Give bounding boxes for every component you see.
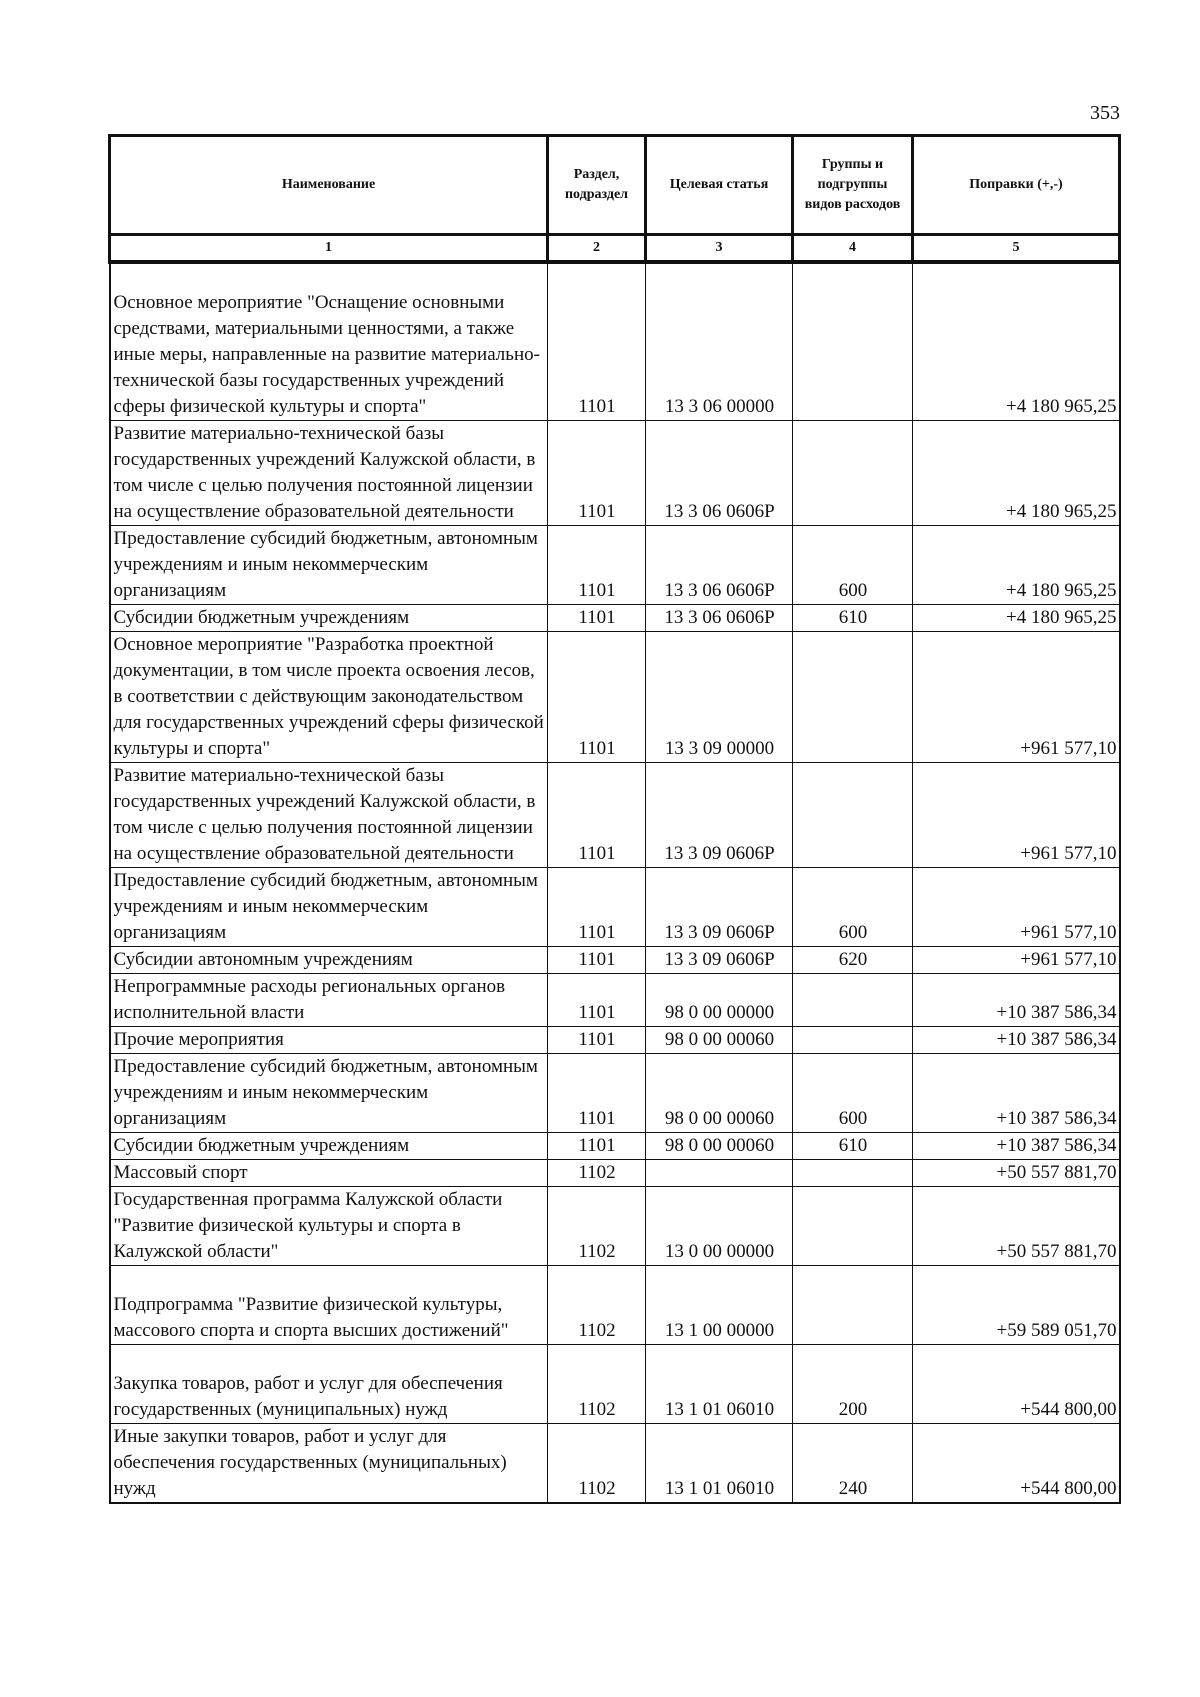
row-amount: +4 180 965,25 [913, 262, 1120, 421]
row-group: 600 [793, 1054, 913, 1133]
row-article: 13 3 06 0606Р [646, 526, 793, 605]
table-row [110, 1187, 1120, 1266]
row-name: Прочие мероприятия [110, 1027, 548, 1054]
column-number: 4 [793, 235, 913, 263]
row-group [793, 1160, 913, 1187]
row-name: Основное мероприятие "Разработка проектной документации, в том числе проекта освоения лесов, в соответствии с действующим законодательством для государственных учреждений сферы физической культуры и спорта" [110, 632, 548, 763]
row-section: 1101 [548, 421, 646, 526]
table-row [110, 605, 1120, 632]
row-article: 13 3 09 0606Р [646, 947, 793, 974]
row-section: 1101 [548, 947, 646, 974]
row-group [793, 1187, 913, 1266]
row-name: Закупка товаров, работ и услуг для обеспечения государственных (муниципальных) нужд [110, 1345, 548, 1424]
row-amount: +50 557 881,70 [913, 1187, 1120, 1266]
row-amount: +4 180 965,25 [913, 421, 1120, 526]
row-article: 13 3 06 0606Р [646, 605, 793, 632]
row-amount: +4 180 965,25 [913, 526, 1120, 605]
row-amount: +961 577,10 [913, 868, 1120, 947]
row-name: Развитие материально-технической базы государственных учреждений Калужской области, в том числе с целью получения постоянной лицензии на осуществление образовательной деятельности [110, 763, 548, 868]
header-group: Группы и подгруппы видов расходов [793, 136, 913, 235]
row-group: 240 [793, 1424, 913, 1504]
table-row [110, 763, 1120, 868]
header-row [110, 136, 1120, 235]
row-name: Основное мероприятие "Оснащение основными средствами, материальными ценностями, а также иные меры, направленные на развитие материально-технической базы государственных учреждений сферы физической культуры и спорта" [110, 262, 548, 421]
row-amount: +10 387 586,34 [913, 1054, 1120, 1133]
header-article: Целевая статья [646, 136, 793, 235]
column-number: 2 [548, 235, 646, 263]
table-row [110, 1160, 1120, 1187]
row-amount: +50 557 881,70 [913, 1160, 1120, 1187]
row-amount: +544 800,00 [913, 1424, 1120, 1504]
table-row [110, 974, 1120, 1027]
row-section: 1101 [548, 1133, 646, 1160]
table-row [110, 262, 1120, 421]
table-row [110, 1266, 1120, 1345]
row-group: 600 [793, 526, 913, 605]
table-row [110, 1054, 1120, 1133]
row-group: 610 [793, 1133, 913, 1160]
page-number: 353 [1090, 102, 1120, 124]
row-section: 1102 [548, 1187, 646, 1266]
row-name: Предоставление субсидий бюджетным, автономным учреждениям и иным некоммерческим организациям [110, 1054, 548, 1133]
row-name: Предоставление субсидий бюджетным, автономным учреждениям и иным некоммерческим организациям [110, 526, 548, 605]
column-number: 3 [646, 235, 793, 263]
row-section: 1102 [548, 1160, 646, 1187]
row-amount: +59 589 051,70 [913, 1266, 1120, 1345]
row-amount: +4 180 965,25 [913, 605, 1120, 632]
row-section: 1101 [548, 632, 646, 763]
row-amount: +544 800,00 [913, 1345, 1120, 1424]
row-article: 13 1 01 06010 [646, 1424, 793, 1504]
row-section: 1101 [548, 262, 646, 421]
row-section: 1102 [548, 1345, 646, 1424]
row-group: 610 [793, 605, 913, 632]
row-article: 13 3 09 0606Р [646, 763, 793, 868]
row-group: 200 [793, 1345, 913, 1424]
row-group [793, 763, 913, 868]
row-group: 600 [793, 868, 913, 947]
row-section: 1101 [548, 1054, 646, 1133]
header-section: Раздел, подраздел [548, 136, 646, 235]
row-amount: +961 577,10 [913, 632, 1120, 763]
row-group [793, 1266, 913, 1345]
row-name: Государственная программа Калужской области "Развитие физической культуры и спорта в Калужской области" [110, 1187, 548, 1266]
row-group [793, 421, 913, 526]
row-name: Непрограммные расходы региональных органов исполнительной власти [110, 974, 548, 1027]
row-amount: +961 577,10 [913, 763, 1120, 868]
row-section: 1101 [548, 763, 646, 868]
row-section: 1101 [548, 868, 646, 947]
table-row [110, 947, 1120, 974]
row-section: 1102 [548, 1424, 646, 1504]
table-row [110, 1424, 1120, 1504]
row-article: 13 3 06 00000 [646, 262, 793, 421]
row-article: 98 0 00 00060 [646, 1133, 793, 1160]
row-article: 98 0 00 00060 [646, 1027, 793, 1054]
row-article: 13 3 09 00000 [646, 632, 793, 763]
row-section: 1101 [548, 1027, 646, 1054]
row-section: 1102 [548, 1266, 646, 1345]
column-number: 1 [110, 235, 548, 263]
row-article: 98 0 00 00000 [646, 974, 793, 1027]
row-section: 1101 [548, 605, 646, 632]
row-name: Субсидии бюджетным учреждениям [110, 1133, 548, 1160]
row-article: 13 1 01 06010 [646, 1345, 793, 1424]
column-number: 5 [913, 235, 1120, 263]
row-name: Развитие материально-технической базы государственных учреждений Калужской области, в том числе с целью получения постоянной лицензии на осуществление образовательной деятельности [110, 421, 548, 526]
row-article: 13 3 06 0606Р [646, 421, 793, 526]
header-amount: Поправки (+,-) [913, 136, 1120, 235]
row-group: 620 [793, 947, 913, 974]
row-article: 98 0 00 00060 [646, 1054, 793, 1133]
budget-table [108, 134, 1121, 1504]
table-row [110, 1345, 1120, 1424]
row-amount: +10 387 586,34 [913, 974, 1120, 1027]
table-row [110, 421, 1120, 526]
row-amount: +961 577,10 [913, 947, 1120, 974]
row-name: Субсидии автономным учреждениям [110, 947, 548, 974]
row-amount: +10 387 586,34 [913, 1133, 1120, 1160]
row-article [646, 1160, 793, 1187]
row-group [793, 974, 913, 1027]
table-row [110, 1027, 1120, 1054]
row-article: 13 1 00 00000 [646, 1266, 793, 1345]
row-name: Подпрограмма "Развитие физической культуры, массового спорта и спорта высших достижений" [110, 1266, 548, 1345]
column-number-row [110, 235, 1120, 263]
row-name: Предоставление субсидий бюджетным, автономным учреждениям и иным некоммерческим организациям [110, 868, 548, 947]
row-group [793, 262, 913, 421]
row-group [793, 1027, 913, 1054]
row-section: 1101 [548, 974, 646, 1027]
row-group [793, 632, 913, 763]
table-row [110, 632, 1120, 763]
table-row [110, 526, 1120, 605]
row-section: 1101 [548, 526, 646, 605]
row-name: Массовый спорт [110, 1160, 548, 1187]
row-article: 13 3 09 0606Р [646, 868, 793, 947]
table-row [110, 1133, 1120, 1160]
table-row [110, 868, 1120, 947]
row-name: Субсидии бюджетным учреждениям [110, 605, 548, 632]
header-name: Наименование [110, 136, 548, 235]
row-article: 13 0 00 00000 [646, 1187, 793, 1266]
row-name: Иные закупки товаров, работ и услуг для обеспечения государственных (муниципальных) нужд [110, 1424, 548, 1504]
row-amount: +10 387 586,34 [913, 1027, 1120, 1054]
